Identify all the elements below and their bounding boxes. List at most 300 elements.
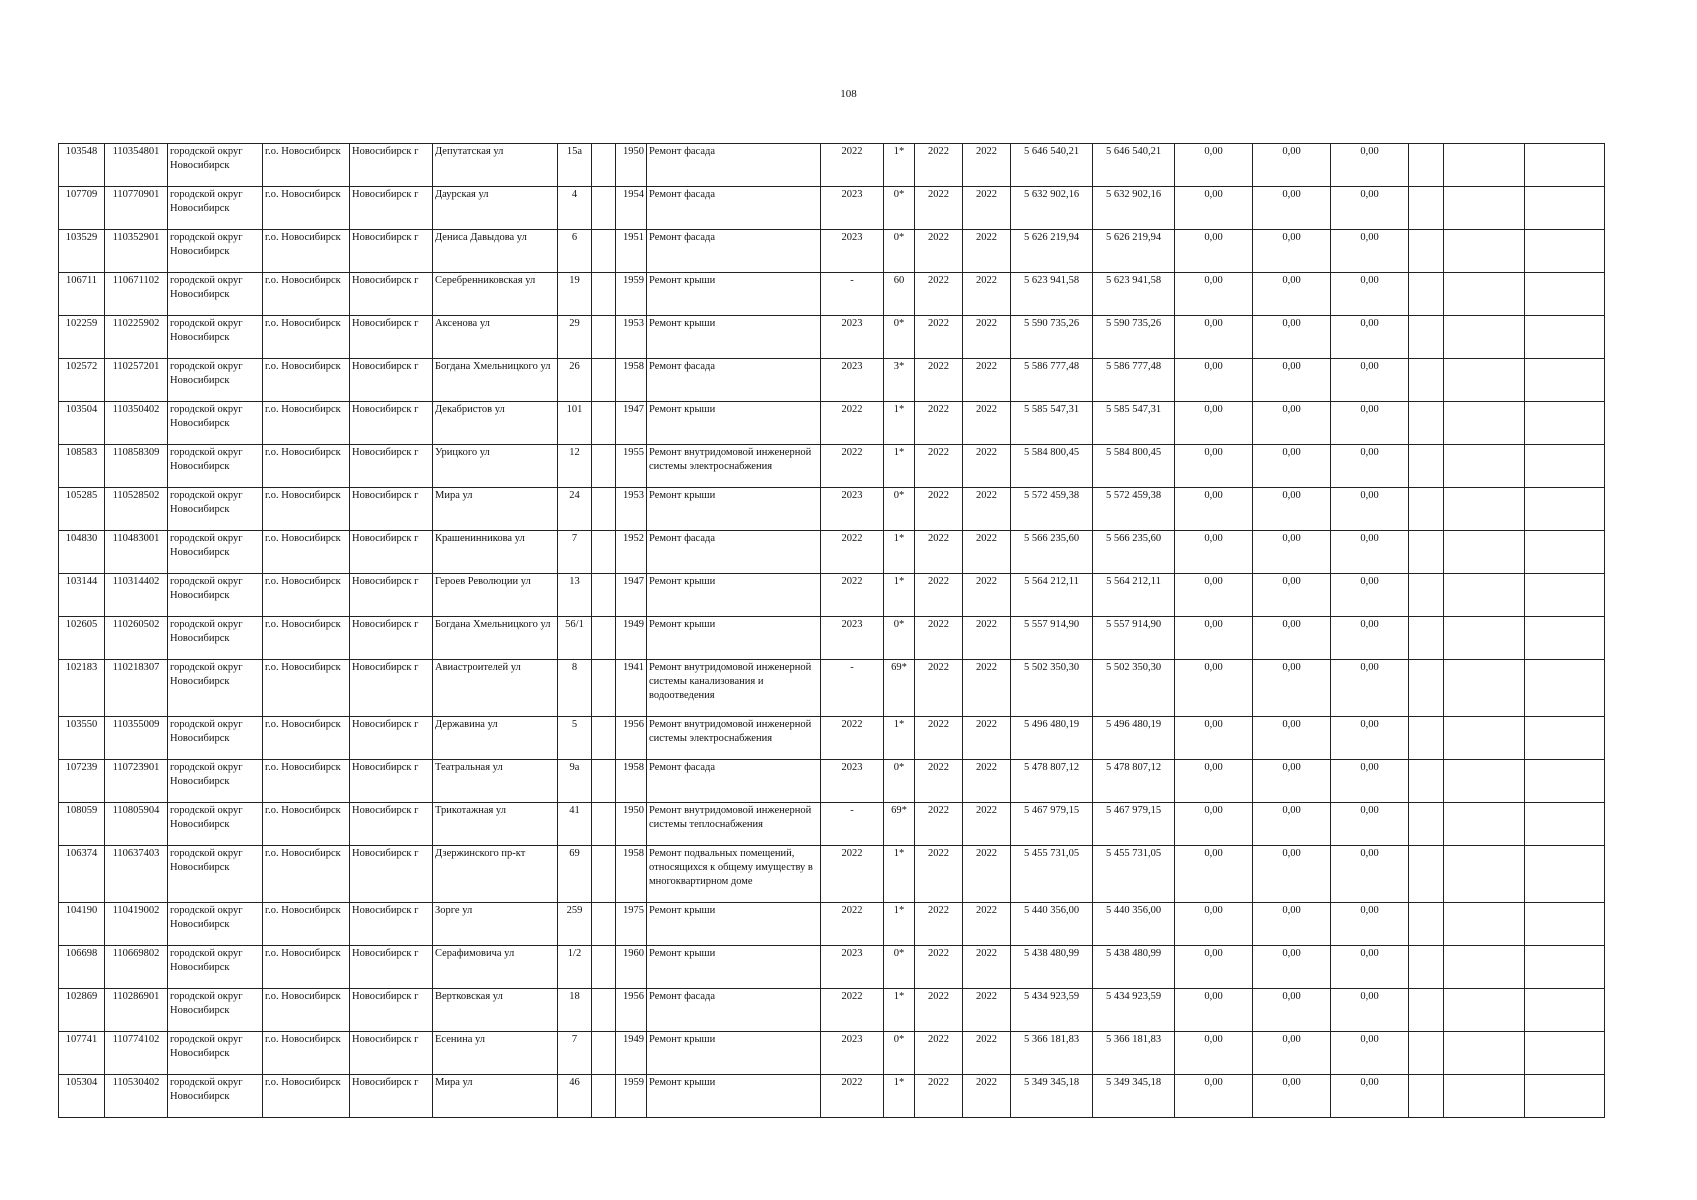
- row-id-cell: 102259: [59, 316, 105, 359]
- empty-cell: [1525, 531, 1605, 574]
- value-3-cell: 0,00: [1331, 717, 1409, 760]
- planned-year-cell: 2023: [821, 760, 884, 803]
- value-3-cell: 0,00: [1331, 660, 1409, 717]
- work-type-cell: Ремонт внутридомовой инженерной системы теплоснабжения: [647, 803, 821, 846]
- house-code-cell: 110419002: [105, 903, 168, 946]
- empty-cell: [592, 660, 616, 717]
- settlement-type-cell: г.о. Новосибирск: [263, 803, 350, 846]
- street-cell: Серебренниковская ул: [433, 273, 558, 316]
- empty-cell: [592, 273, 616, 316]
- start-year-cell: 2022: [915, 273, 963, 316]
- municipality-cell: городской округ Новосибирск: [168, 144, 263, 187]
- value-1-cell: 0,00: [1175, 1075, 1253, 1118]
- end-year-cell: 2022: [963, 803, 1011, 846]
- value-1-cell: 0,00: [1175, 187, 1253, 230]
- row-id-cell: 102605: [59, 617, 105, 660]
- start-year-cell: 2022: [915, 359, 963, 402]
- row-id-cell: 106374: [59, 846, 105, 903]
- total-cost-cell: 5 455 731,05: [1011, 846, 1093, 903]
- street-cell: Зорге ул: [433, 903, 558, 946]
- value-3-cell: 0,00: [1331, 230, 1409, 273]
- city-cell: Новосибирск г: [350, 187, 433, 230]
- value-2-cell: 0,00: [1253, 488, 1331, 531]
- empty-cell: [1409, 488, 1444, 531]
- value-1-cell: 0,00: [1175, 946, 1253, 989]
- work-type-cell: Ремонт фасада: [647, 230, 821, 273]
- street-cell: Вертковская ул: [433, 989, 558, 1032]
- value-1-cell: 0,00: [1175, 144, 1253, 187]
- city-cell: Новосибирск г: [350, 1032, 433, 1075]
- empty-cell: [592, 187, 616, 230]
- empty-cell: [1409, 531, 1444, 574]
- row-id-cell: 103504: [59, 402, 105, 445]
- end-year-cell: 2022: [963, 717, 1011, 760]
- wear-cell: 0*: [884, 187, 915, 230]
- empty-cell: [1444, 1075, 1525, 1118]
- row-id-cell: 108059: [59, 803, 105, 846]
- row-id-cell: 103550: [59, 717, 105, 760]
- wear-cell: 69*: [884, 660, 915, 717]
- municipality-cell: городской округ Новосибирск: [168, 803, 263, 846]
- street-cell: Богдана Хмельницкого ул: [433, 359, 558, 402]
- municipality-cell: городской округ Новосибирск: [168, 617, 263, 660]
- settlement-type-cell: г.о. Новосибирск: [263, 144, 350, 187]
- start-year-cell: 2022: [915, 989, 963, 1032]
- municipality-cell: городской округ Новосибирск: [168, 946, 263, 989]
- planned-year-cell: 2022: [821, 445, 884, 488]
- municipality-cell: городской округ Новосибирск: [168, 660, 263, 717]
- work-type-cell: Ремонт крыши: [647, 488, 821, 531]
- house-number-cell: 56/1: [558, 617, 592, 660]
- street-cell: Авиастроителей ул: [433, 660, 558, 717]
- municipality-cell: городской округ Новосибирск: [168, 1032, 263, 1075]
- total-cost-cell: 5 440 356,00: [1011, 903, 1093, 946]
- empty-cell: [1444, 574, 1525, 617]
- house-number-cell: 46: [558, 1075, 592, 1118]
- table-row: [59, 946, 1605, 989]
- start-year-cell: 2022: [915, 946, 963, 989]
- city-cell: Новосибирск г: [350, 316, 433, 359]
- value-1-cell: 0,00: [1175, 488, 1253, 531]
- house-code-cell: 110350402: [105, 402, 168, 445]
- start-year-cell: 2022: [915, 445, 963, 488]
- house-number-cell: 8: [558, 660, 592, 717]
- end-year-cell: 2022: [963, 273, 1011, 316]
- table-row: [59, 1075, 1605, 1118]
- year-built-cell: 1949: [616, 617, 647, 660]
- row-id-cell: 106711: [59, 273, 105, 316]
- fund-cost-cell: 5 564 212,11: [1093, 574, 1175, 617]
- house-number-cell: 259: [558, 903, 592, 946]
- start-year-cell: 2022: [915, 903, 963, 946]
- municipality-cell: городской округ Новосибирск: [168, 846, 263, 903]
- empty-cell: [1444, 1032, 1525, 1075]
- value-2-cell: 0,00: [1253, 803, 1331, 846]
- street-cell: Дзержинского пр-кт: [433, 846, 558, 903]
- value-1-cell: 0,00: [1175, 717, 1253, 760]
- municipality-cell: городской округ Новосибирск: [168, 230, 263, 273]
- street-cell: Аксенова ул: [433, 316, 558, 359]
- city-cell: Новосибирск г: [350, 660, 433, 717]
- empty-cell: [1525, 1075, 1605, 1118]
- table-row: [59, 230, 1605, 273]
- year-built-cell: 1950: [616, 803, 647, 846]
- empty-cell: [1444, 660, 1525, 717]
- end-year-cell: 2022: [963, 1032, 1011, 1075]
- end-year-cell: 2022: [963, 230, 1011, 273]
- work-type-cell: Ремонт внутридомовой инженерной системы канализования и водоотведения: [647, 660, 821, 717]
- city-cell: Новосибирск г: [350, 946, 433, 989]
- empty-cell: [1444, 273, 1525, 316]
- fund-cost-cell: 5 496 480,19: [1093, 717, 1175, 760]
- value-3-cell: 0,00: [1331, 488, 1409, 531]
- city-cell: Новосибирск г: [350, 903, 433, 946]
- city-cell: Новосибирск г: [350, 273, 433, 316]
- start-year-cell: 2022: [915, 803, 963, 846]
- fund-cost-cell: 5 366 181,83: [1093, 1032, 1175, 1075]
- empty-cell: [1409, 1075, 1444, 1118]
- city-cell: Новосибирск г: [350, 531, 433, 574]
- planned-year-cell: 2022: [821, 717, 884, 760]
- empty-cell: [1409, 846, 1444, 903]
- year-built-cell: 1958: [616, 760, 647, 803]
- year-built-cell: 1958: [616, 846, 647, 903]
- municipality-cell: городской округ Новосибирск: [168, 1075, 263, 1118]
- street-cell: Крашенинникова ул: [433, 531, 558, 574]
- fund-cost-cell: 5 455 731,05: [1093, 846, 1175, 903]
- settlement-type-cell: г.о. Новосибирск: [263, 617, 350, 660]
- start-year-cell: 2022: [915, 144, 963, 187]
- settlement-type-cell: г.о. Новосибирск: [263, 717, 350, 760]
- total-cost-cell: 5 590 735,26: [1011, 316, 1093, 359]
- empty-cell: [592, 903, 616, 946]
- empty-cell: [1525, 1032, 1605, 1075]
- settlement-type-cell: г.о. Новосибирск: [263, 903, 350, 946]
- empty-cell: [1444, 803, 1525, 846]
- value-2-cell: 0,00: [1253, 402, 1331, 445]
- house-code-cell: 110528502: [105, 488, 168, 531]
- wear-cell: 60: [884, 273, 915, 316]
- year-built-cell: 1956: [616, 989, 647, 1032]
- street-cell: Богдана Хмельницкого ул: [433, 617, 558, 660]
- start-year-cell: 2022: [915, 846, 963, 903]
- value-3-cell: 0,00: [1331, 359, 1409, 402]
- empty-cell: [592, 402, 616, 445]
- value-1-cell: 0,00: [1175, 989, 1253, 1032]
- total-cost-cell: 5 626 219,94: [1011, 230, 1093, 273]
- end-year-cell: 2022: [963, 359, 1011, 402]
- value-2-cell: 0,00: [1253, 144, 1331, 187]
- settlement-type-cell: г.о. Новосибирск: [263, 946, 350, 989]
- value-3-cell: 0,00: [1331, 760, 1409, 803]
- start-year-cell: 2022: [915, 316, 963, 359]
- empty-cell: [592, 617, 616, 660]
- wear-cell: 69*: [884, 803, 915, 846]
- street-cell: Мира ул: [433, 1075, 558, 1118]
- house-code-cell: 110286901: [105, 989, 168, 1032]
- municipality-cell: городской округ Новосибирск: [168, 488, 263, 531]
- value-1-cell: 0,00: [1175, 903, 1253, 946]
- house-code-cell: 110260502: [105, 617, 168, 660]
- year-built-cell: 1954: [616, 187, 647, 230]
- value-2-cell: 0,00: [1253, 531, 1331, 574]
- wear-cell: 1*: [884, 574, 915, 617]
- empty-cell: [1409, 717, 1444, 760]
- year-built-cell: 1975: [616, 903, 647, 946]
- planned-year-cell: 2023: [821, 1032, 884, 1075]
- street-cell: Декабристов ул: [433, 402, 558, 445]
- empty-cell: [1525, 846, 1605, 903]
- end-year-cell: 2022: [963, 402, 1011, 445]
- value-1-cell: 0,00: [1175, 574, 1253, 617]
- row-id-cell: 103548: [59, 144, 105, 187]
- house-code-cell: 110218307: [105, 660, 168, 717]
- value-3-cell: 0,00: [1331, 1075, 1409, 1118]
- house-code-cell: 110669802: [105, 946, 168, 989]
- work-type-cell: Ремонт фасада: [647, 187, 821, 230]
- settlement-type-cell: г.о. Новосибирск: [263, 1075, 350, 1118]
- planned-year-cell: 2023: [821, 359, 884, 402]
- empty-cell: [1525, 402, 1605, 445]
- table-row: [59, 617, 1605, 660]
- wear-cell: 0*: [884, 316, 915, 359]
- empty-cell: [1525, 717, 1605, 760]
- empty-cell: [1444, 717, 1525, 760]
- value-2-cell: 0,00: [1253, 1075, 1331, 1118]
- end-year-cell: 2022: [963, 144, 1011, 187]
- total-cost-cell: 5 586 777,48: [1011, 359, 1093, 402]
- empty-cell: [1409, 660, 1444, 717]
- year-built-cell: 1941: [616, 660, 647, 717]
- empty-cell: [1525, 989, 1605, 1032]
- house-code-cell: 110225902: [105, 316, 168, 359]
- planned-year-cell: 2022: [821, 846, 884, 903]
- municipality-cell: городской округ Новосибирск: [168, 760, 263, 803]
- year-built-cell: 1951: [616, 230, 647, 273]
- empty-cell: [592, 946, 616, 989]
- row-id-cell: 102572: [59, 359, 105, 402]
- house-code-cell: 110530402: [105, 1075, 168, 1118]
- house-number-cell: 1/2: [558, 946, 592, 989]
- street-cell: Депутатская ул: [433, 144, 558, 187]
- settlement-type-cell: г.о. Новосибирск: [263, 660, 350, 717]
- value-1-cell: 0,00: [1175, 531, 1253, 574]
- municipality-cell: городской округ Новосибирск: [168, 359, 263, 402]
- empty-cell: [592, 488, 616, 531]
- municipality-cell: городской округ Новосибирск: [168, 989, 263, 1032]
- work-type-cell: Ремонт крыши: [647, 1075, 821, 1118]
- house-number-cell: 7: [558, 1032, 592, 1075]
- value-3-cell: 0,00: [1331, 989, 1409, 1032]
- end-year-cell: 2022: [963, 846, 1011, 903]
- wear-cell: 3*: [884, 359, 915, 402]
- row-id-cell: 107709: [59, 187, 105, 230]
- value-3-cell: 0,00: [1331, 273, 1409, 316]
- total-cost-cell: 5 564 212,11: [1011, 574, 1093, 617]
- empty-cell: [1409, 617, 1444, 660]
- empty-cell: [1444, 488, 1525, 531]
- city-cell: Новосибирск г: [350, 1075, 433, 1118]
- empty-cell: [1444, 230, 1525, 273]
- fund-cost-cell: 5 572 459,38: [1093, 488, 1175, 531]
- work-type-cell: Ремонт крыши: [647, 574, 821, 617]
- table-row: [59, 187, 1605, 230]
- house-number-cell: 13: [558, 574, 592, 617]
- city-cell: Новосибирск г: [350, 402, 433, 445]
- empty-cell: [1409, 359, 1444, 402]
- wear-cell: 0*: [884, 946, 915, 989]
- row-id-cell: 107239: [59, 760, 105, 803]
- row-id-cell: 103529: [59, 230, 105, 273]
- house-code-cell: 110774102: [105, 1032, 168, 1075]
- house-code-cell: 110257201: [105, 359, 168, 402]
- municipality-cell: городской округ Новосибирск: [168, 574, 263, 617]
- empty-cell: [592, 1032, 616, 1075]
- municipality-cell: городской округ Новосибирск: [168, 445, 263, 488]
- planned-year-cell: 2023: [821, 316, 884, 359]
- municipality-cell: городской округ Новосибирск: [168, 531, 263, 574]
- house-number-cell: 5: [558, 717, 592, 760]
- start-year-cell: 2022: [915, 402, 963, 445]
- housing-repair-table: [58, 143, 1605, 1118]
- work-type-cell: Ремонт подвальных помещений, относящихся к общему имуществу в многоквартирном доме: [647, 846, 821, 903]
- fund-cost-cell: 5 440 356,00: [1093, 903, 1175, 946]
- empty-cell: [1409, 445, 1444, 488]
- house-number-cell: 69: [558, 846, 592, 903]
- planned-year-cell: 2022: [821, 402, 884, 445]
- value-2-cell: 0,00: [1253, 574, 1331, 617]
- value-2-cell: 0,00: [1253, 760, 1331, 803]
- wear-cell: 1*: [884, 903, 915, 946]
- settlement-type-cell: г.о. Новосибирск: [263, 445, 350, 488]
- table-row: [59, 359, 1605, 402]
- planned-year-cell: 2022: [821, 989, 884, 1032]
- fund-cost-cell: 5 467 979,15: [1093, 803, 1175, 846]
- empty-cell: [592, 445, 616, 488]
- fund-cost-cell: 5 646 540,21: [1093, 144, 1175, 187]
- total-cost-cell: 5 366 181,83: [1011, 1032, 1093, 1075]
- house-number-cell: 4: [558, 187, 592, 230]
- empty-cell: [1409, 760, 1444, 803]
- start-year-cell: 2022: [915, 717, 963, 760]
- table-row: [59, 717, 1605, 760]
- empty-cell: [1444, 402, 1525, 445]
- fund-cost-cell: 5 585 547,31: [1093, 402, 1175, 445]
- street-cell: Серафимовича ул: [433, 946, 558, 989]
- value-3-cell: 0,00: [1331, 445, 1409, 488]
- empty-cell: [1525, 187, 1605, 230]
- municipality-cell: городской округ Новосибирск: [168, 316, 263, 359]
- empty-cell: [1444, 531, 1525, 574]
- work-type-cell: Ремонт внутридомовой инженерной системы электроснабжения: [647, 717, 821, 760]
- empty-cell: [1444, 903, 1525, 946]
- work-type-cell: Ремонт крыши: [647, 1032, 821, 1075]
- street-cell: Урицкого ул: [433, 445, 558, 488]
- house-code-cell: 110355009: [105, 717, 168, 760]
- total-cost-cell: 5 502 350,30: [1011, 660, 1093, 717]
- table-row: [59, 903, 1605, 946]
- empty-cell: [592, 531, 616, 574]
- wear-cell: 0*: [884, 760, 915, 803]
- empty-cell: [1409, 574, 1444, 617]
- value-2-cell: 0,00: [1253, 946, 1331, 989]
- end-year-cell: 2022: [963, 187, 1011, 230]
- fund-cost-cell: 5 438 480,99: [1093, 946, 1175, 989]
- page-number: 108: [840, 88, 857, 100]
- value-2-cell: 0,00: [1253, 846, 1331, 903]
- total-cost-cell: 5 632 902,16: [1011, 187, 1093, 230]
- year-built-cell: 1959: [616, 1075, 647, 1118]
- empty-cell: [1409, 187, 1444, 230]
- table-row: [59, 803, 1605, 846]
- year-built-cell: 1950: [616, 144, 647, 187]
- total-cost-cell: 5 646 540,21: [1011, 144, 1093, 187]
- fund-cost-cell: 5 590 735,26: [1093, 316, 1175, 359]
- city-cell: Новосибирск г: [350, 803, 433, 846]
- row-id-cell: 104190: [59, 903, 105, 946]
- start-year-cell: 2022: [915, 230, 963, 273]
- table-row: [59, 1032, 1605, 1075]
- wear-cell: 1*: [884, 846, 915, 903]
- year-built-cell: 1953: [616, 316, 647, 359]
- empty-cell: [1444, 989, 1525, 1032]
- end-year-cell: 2022: [963, 946, 1011, 989]
- empty-cell: [1409, 803, 1444, 846]
- end-year-cell: 2022: [963, 989, 1011, 1032]
- value-2-cell: 0,00: [1253, 187, 1331, 230]
- empty-cell: [1525, 903, 1605, 946]
- house-number-cell: 24: [558, 488, 592, 531]
- table-row: [59, 445, 1605, 488]
- value-1-cell: 0,00: [1175, 617, 1253, 660]
- house-number-cell: 15а: [558, 144, 592, 187]
- municipality-cell: городской округ Новосибирск: [168, 903, 263, 946]
- row-id-cell: 106698: [59, 946, 105, 989]
- settlement-type-cell: г.о. Новосибирск: [263, 402, 350, 445]
- empty-cell: [592, 846, 616, 903]
- empty-cell: [1444, 946, 1525, 989]
- empty-cell: [1409, 946, 1444, 989]
- planned-year-cell: 2023: [821, 187, 884, 230]
- start-year-cell: 2022: [915, 760, 963, 803]
- total-cost-cell: 5 478 807,12: [1011, 760, 1093, 803]
- table-row: [59, 316, 1605, 359]
- value-2-cell: 0,00: [1253, 903, 1331, 946]
- value-2-cell: 0,00: [1253, 316, 1331, 359]
- start-year-cell: 2022: [915, 617, 963, 660]
- house-number-cell: 26: [558, 359, 592, 402]
- house-number-cell: 7: [558, 531, 592, 574]
- fund-cost-cell: 5 584 800,45: [1093, 445, 1175, 488]
- planned-year-cell: 2023: [821, 946, 884, 989]
- value-2-cell: 0,00: [1253, 230, 1331, 273]
- work-type-cell: Ремонт крыши: [647, 903, 821, 946]
- municipality-cell: городской округ Новосибирск: [168, 187, 263, 230]
- empty-cell: [1525, 359, 1605, 402]
- total-cost-cell: 5 585 547,31: [1011, 402, 1093, 445]
- table-row: [59, 402, 1605, 445]
- empty-cell: [1409, 989, 1444, 1032]
- house-code-cell: 110314402: [105, 574, 168, 617]
- house-code-cell: 110723901: [105, 760, 168, 803]
- house-number-cell: 6: [558, 230, 592, 273]
- city-cell: Новосибирск г: [350, 760, 433, 803]
- planned-year-cell: 2023: [821, 617, 884, 660]
- row-id-cell: 105285: [59, 488, 105, 531]
- start-year-cell: 2022: [915, 531, 963, 574]
- value-3-cell: 0,00: [1331, 846, 1409, 903]
- planned-year-cell: -: [821, 660, 884, 717]
